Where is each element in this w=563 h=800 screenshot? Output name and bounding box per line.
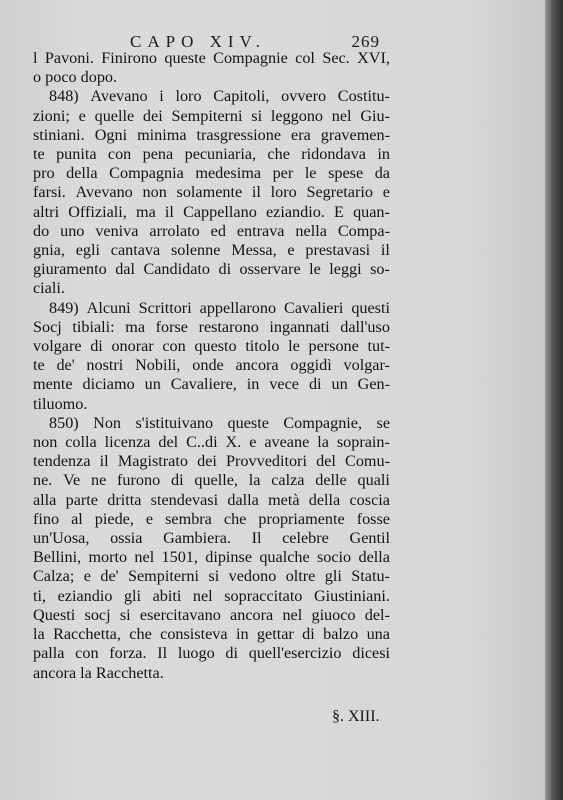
text-line: tendenza il Magistrato dei Provveditori del Comu- [33,452,390,471]
paragraph-848-start: 848) Avevano i loro Capitoli, ovvero Costitu- [49,87,390,106]
text-line: altri Offiziali, ma il Cappellano eziandio. E quan- [33,202,390,221]
text-line: tiluomo. [33,394,88,413]
text-line: alla parte dritta stendevasi dalla metà della coscia [33,490,390,509]
text-line: stiniani. Ogni minima trasgressione era gravemen- [33,125,390,144]
text-line: ne. Ve ne furono di quelle, la calza delle quali [33,471,390,490]
text-line: do uno veniva arrolato ed entrava nella Compa- [33,221,390,240]
paragraph-849-start: 849) Alcuni Scrittori appellarono Cavalieri questi [49,298,390,317]
text-line: ciali. [33,279,65,298]
body-text [33,49,390,683]
text-line: zioni; e quelle dei Sempiterni si leggono nel Giu- [33,106,390,125]
text-line: pro della Compagnia medesima per le spese da [33,164,390,183]
section-signature: §. XIII. [332,708,380,725]
text-line: te punita con pena pecuniaria, che ridondava in [33,145,390,164]
text-line: un'Uosa, ossia Gambiera. Il celebre Gentil [33,529,390,548]
text-line: non colla licenza del C..di X. e aveane la soprain- [33,433,390,452]
text-line: la Racchetta, che consisteva in gettar di balzo una [33,625,390,644]
text-line: palla con forza. Il luogo di quell'esercizio dicesi [33,644,390,663]
page-number: 269 [351,32,380,51]
text-line: o poco dopo. [33,68,118,87]
running-title: CAPO XIV. [130,32,266,51]
text-line: fino al piede, e sembra che propriamente fosse [33,509,390,528]
text-line: Calza; e de' Sempiterni si vedono oltre gli Statu- [33,567,390,586]
text-line: mente diciamo un Cavaliere, in vece di un Gen- [33,375,390,394]
text-line: te de' nostri Nobili, onde ancora oggidì volgar- [33,356,390,375]
text-line: gnia, egli cantava solenne Messa, e prestavasi il [33,241,390,260]
text-line: Bellini, morto nel 1501, dipinse qualche socio della [33,548,390,567]
text-line: giuramento dal Candidato di osservare le leggi so- [33,260,390,279]
text-line: ti, eziandio gli abiti nel sopraccitato Giustiniani. [33,586,390,605]
text-line: farsi. Avevano non solamente il loro Segretario e [33,183,390,202]
text-line: Socj tibiali: ma forse restarono ingannati dall'uso [33,317,390,336]
page-edge-shadow [545,0,563,800]
text-line: l Pavoni. Finirono queste Compagnie col Sec. XVI, [33,49,390,67]
text-line: ancora la Racchetta. [33,663,164,682]
paragraph-850-start: 850) Non s'istituivano queste Compagnie, se [49,413,390,432]
text-line: volgare di onorar con questo titolo le persone tut- [33,337,390,356]
text-line: Questi socj si esercitavano ancora nel giuoco del- [33,605,390,624]
